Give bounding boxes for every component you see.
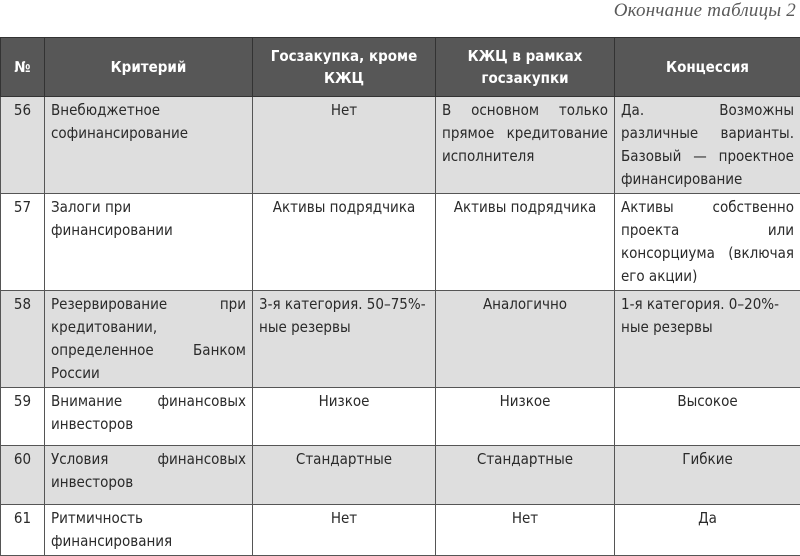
criterion-cell: Ритмичность финансирования	[45, 505, 253, 556]
table-row	[1, 97, 800, 194]
header-number: №	[1, 38, 45, 97]
concession-cell: Высокое	[615, 388, 800, 446]
concession-cell: Гибкие	[615, 446, 800, 505]
gov-cell: Нет	[253, 97, 436, 194]
row-number: 57	[1, 194, 45, 291]
comparison-table	[0, 37, 800, 556]
concession-cell: Активы собственно проекта или консорциума (включая его акции)	[615, 194, 800, 291]
gov-cell: Стандартные	[253, 446, 436, 505]
gov-cell: Нет	[253, 505, 436, 556]
header-gov-procurement: Госзакупка, кроме КЖЦ	[253, 38, 436, 97]
row-number: 56	[1, 97, 45, 194]
criterion-cell: Резервирование при кредитовании, определенное Банком России	[45, 291, 253, 388]
kzhc-cell: Аналогично	[436, 291, 615, 388]
header-kzhc: КЖЦ в рамках госзакупки	[436, 38, 615, 97]
gov-cell: 3-я категория. 50–75%-ные резервы	[253, 291, 436, 388]
concession-cell: Да. Возможны различные варианты. Базовый — проектное финансирование	[615, 97, 800, 194]
criterion-cell: Условия финансовых инвесторов	[45, 446, 253, 505]
row-number: 59	[1, 388, 45, 446]
gov-cell: Активы подрядчика	[253, 194, 436, 291]
row-number: 60	[1, 446, 45, 505]
table-row	[1, 446, 800, 505]
kzhc-cell: Низкое	[436, 388, 615, 446]
header-concession: Концессия	[615, 38, 800, 97]
row-number: 58	[1, 291, 45, 388]
table-row	[1, 505, 800, 556]
concession-cell: 1-я категория. 0–20%-ные резервы	[615, 291, 800, 388]
table-row	[1, 291, 800, 388]
table-row	[1, 388, 800, 446]
criterion-cell: Внебюджетное софинансирование	[45, 97, 253, 194]
kzhc-cell: Стандартные	[436, 446, 615, 505]
kzhc-cell: Нет	[436, 505, 615, 556]
table-row	[1, 194, 800, 291]
header-row	[1, 38, 800, 97]
table-caption: Окончание таблицы 2	[614, 0, 796, 22]
kzhc-cell: Активы подрядчика	[436, 194, 615, 291]
criterion-cell: Залоги при финансировании	[45, 194, 253, 291]
kzhc-cell: В основном только прямое кредитование исполнителя	[436, 97, 615, 194]
concession-cell: Да	[615, 505, 800, 556]
criterion-cell: Внимание финансовых инвесторов	[45, 388, 253, 446]
header-criterion: Критерий	[45, 38, 253, 97]
gov-cell: Низкое	[253, 388, 436, 446]
row-number: 61	[1, 505, 45, 556]
